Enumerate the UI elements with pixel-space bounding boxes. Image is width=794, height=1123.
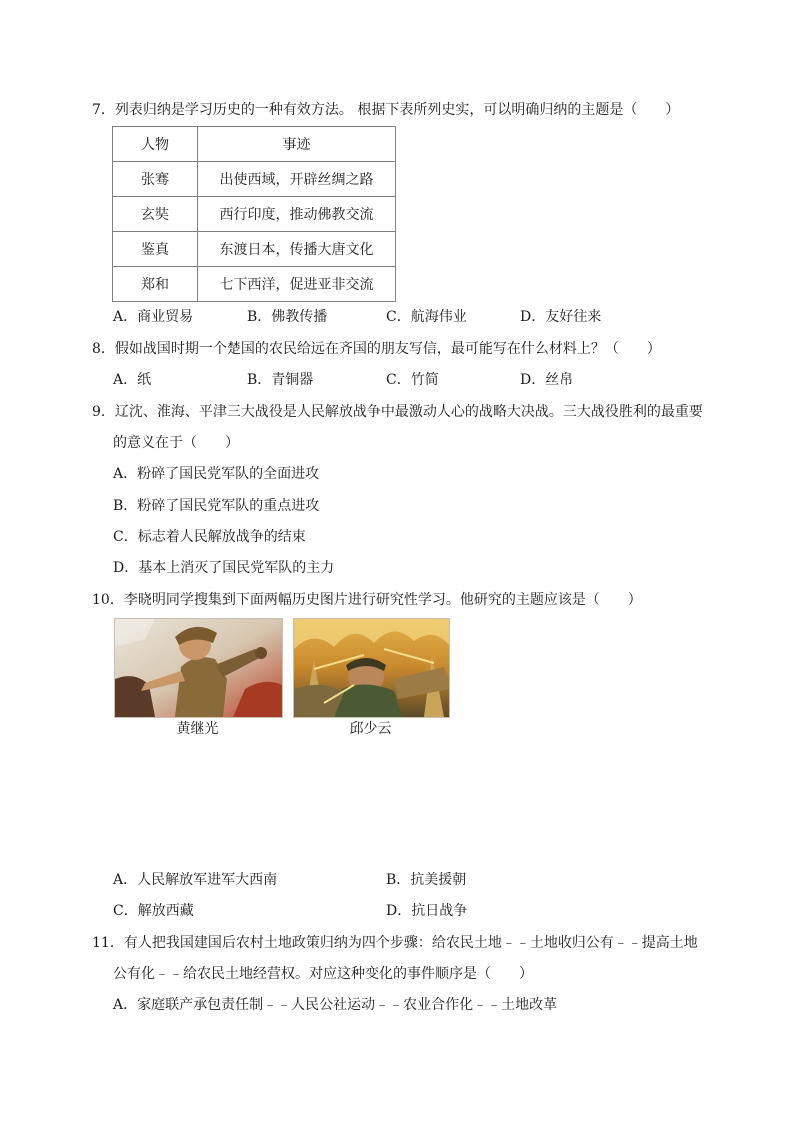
table-header-cell: 人物 <box>113 127 198 162</box>
q8-option-d[interactable]: D．丝帛 <box>520 372 574 388</box>
table-cell: 七下西洋，促进亚非交流 <box>198 267 396 302</box>
q9-stem-line2: 的意义在于（ ） <box>113 435 239 451</box>
table-row <box>113 267 396 302</box>
q10-option-d[interactable]: D．抗日战争 <box>386 903 468 919</box>
q8-option-c[interactable]: C．竹简 <box>386 372 439 388</box>
q7-option-d[interactable]: D．友好往来 <box>520 309 602 325</box>
q10-stem: 10．李晓明同学搜集到下面两幅历史图片进行研究性学习。他研究的主题应该是（ ） <box>92 592 642 608</box>
q10-option-a[interactable]: A．人民解放军进军大西南 <box>113 872 278 888</box>
q7-table <box>112 126 396 302</box>
q11-stem-line1: 11．有人把我国建国后农村土地政策归纳为四个步骤：给农民土地﹣﹣土地收归公有﹣﹣提高土地 <box>92 935 698 951</box>
q7-option-c[interactable]: C．航海伟业 <box>386 309 467 325</box>
table-header-row <box>113 127 396 162</box>
soldier-in-fire-icon <box>294 619 449 717</box>
q11-option-a[interactable]: A．家庭联产承包责任制﹣﹣人民公社运动﹣﹣农业合作化﹣﹣土地改革 <box>113 997 558 1013</box>
table-header-cell: 事迹 <box>198 127 396 162</box>
table-cell: 玄奘 <box>113 197 198 232</box>
q7-stem: 7．列表归纳是学习历史的一种有效方法。 根据下表所列史实，可以明确归纳的主题是（ ） <box>92 102 680 118</box>
q8-option-b[interactable]: B．青铜器 <box>247 372 314 388</box>
q9-option-d[interactable]: D．基本上消灭了国民党军队的主力 <box>113 560 335 576</box>
q10-option-b[interactable]: B．抗美援朝 <box>386 872 467 888</box>
image-caption-huang: 黄继光 <box>176 721 219 737</box>
q8-stem: 8．假如战国时期一个楚国的农民给远在齐国的朋友写信，最可能写在什么材料上？（ ） <box>92 341 661 357</box>
soldier-charging-icon <box>115 619 282 717</box>
table-row <box>113 197 396 232</box>
q9-option-c[interactable]: C．标志着人民解放战争的结束 <box>113 529 306 545</box>
image-caption-qiu: 邱少云 <box>349 721 392 737</box>
q9-option-a[interactable]: A．粉碎了国民党军队的全面进攻 <box>113 466 320 482</box>
q7-option-a[interactable]: A．商业贸易 <box>113 309 194 325</box>
table-row <box>113 162 396 197</box>
table-cell: 东渡日本，传播大唐文化 <box>198 232 396 267</box>
painting-huang-jiguang <box>114 618 283 718</box>
table-cell: 郑和 <box>113 267 198 302</box>
painting-qiu-shaoyun <box>293 618 450 718</box>
q7-option-b[interactable]: B．佛教传播 <box>247 309 328 325</box>
q8-option-a[interactable]: A．纸 <box>113 372 152 388</box>
table-cell: 出使西域，开辟丝绸之路 <box>198 162 396 197</box>
table-cell: 鉴真 <box>113 232 198 267</box>
q9-stem-line1: 9．辽沈、淮海、平津三大战役是人民解放战争中最激动人心的战略大决战。三大战役胜利的最重要 <box>92 404 703 420</box>
q9-option-b[interactable]: B．粉碎了国民党军队的重点进攻 <box>113 498 320 514</box>
q10-option-c[interactable]: C．解放西藏 <box>113 903 194 919</box>
q11-stem-line2: 公有化﹣﹣给农民土地经营权。对应这种变化的事件顺序是（ ） <box>113 966 533 982</box>
table-cell: 西行印度，推动佛教交流 <box>198 197 396 232</box>
table-row <box>113 232 396 267</box>
table-cell: 张骞 <box>113 162 198 197</box>
